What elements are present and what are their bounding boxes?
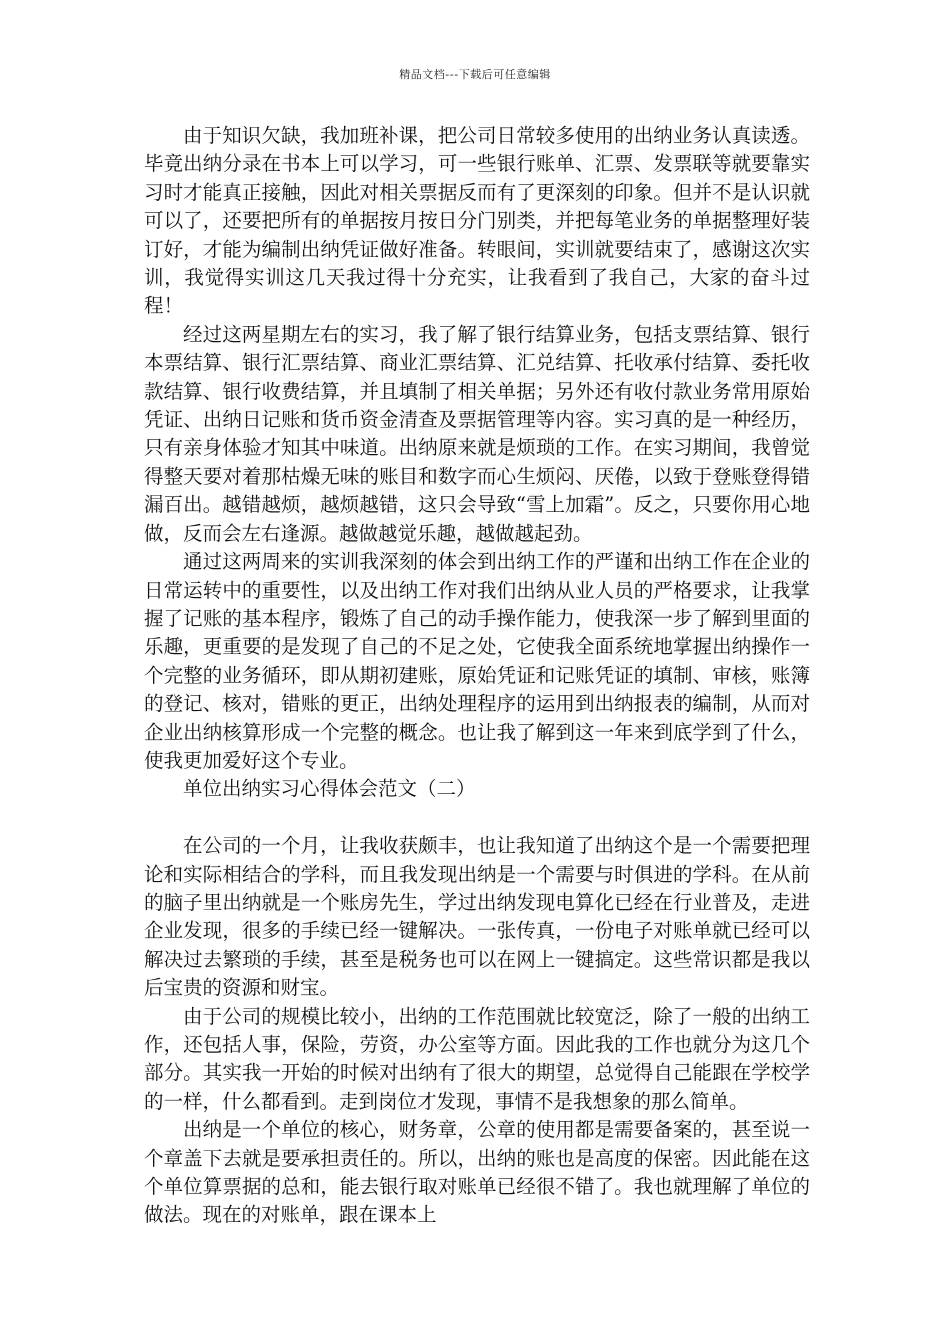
section-heading-part-two: 单位出纳实习心得体会范文（二）	[183, 777, 476, 801]
paragraph-training-summary: 通过这两周来的实训我深刻的体会到出纳工作的严谨和出纳工作在企业的日常运转中的重要性，以及出纳工作对我们出纳从业人员的严格要求，让我掌握了记账的基本程序，锻炼了自己的动手操作能力，使我深一步了解到里面的乐趣，更重要的是发现了自己的不足之处，它使我全面系统地掌握出纳操作一个完整的业务循环，即从期初建账，原始凭证和记账凭证的填制、审核，账簿的登记、核对，错账的更正，出纳处理程序的运用到出纳报表的编制，从而对企业出纳核算形成一个完整的概念。也让我了解到这一年来到底学到了什么，使我更加爱好这个专业。	[144, 550, 810, 772]
paragraph-two-weeks-internship: 经过这两星期左右的实习，我了解了银行结算业务，包括支票结算、银行本票结算、银行汇票结算、商业汇票结算、汇兑结算、托收承付结算、委托收款结算、银行收费结算，并且填制了相关单据；另外还有收付款业务常用原始凭证、出纳日记账和货币资金清查及票据管理等内容。实习真的是一种经历，只有亲身体验才知其中味道。出纳原来就是烦琐的工作。在实习期间，我曾觉得整天要对着那枯燥无味的账目和数字而心生烦闷、厌倦，以致于登账登得错漏百出。越错越烦，越烦越错，这只会导致“雪上加霜”。反之，只要你用心地做，反而会左右逢源。越做越觉乐趣，越做越起劲。	[144, 322, 810, 545]
paragraph-company-scale: 由于公司的规模比较小，出纳的工作范围就比较宽泛，除了一般的出纳工作，还包括人事，保险，劳资，办公室等方面。因此我的工作也就分为这几个部分。其实我一开始的时候对出纳有了很大的期望，总觉得自己能跟在学校学的一样，什么都看到。走到岗位才发现，事情不是我想象的那么简单。	[144, 1004, 810, 1113]
paragraph-knowledge-gap: 由于知识欠缺，我加班补课，把公司日常较多使用的出纳业务认真读透。毕竟出纳分录在书本上可以学习，可一些银行账单、汇票、发票联等就要靠实习时才能真正接触，因此对相关票据反而有了更深刻的印象。但并不是认识就可以了，还要把所有的单据按月按日分门别类，并把每笔业务的单据整理好装订好，才能为编制出纳凭证做好准备。转眼间，实训就要结束了，感谢这次实训，我觉得实训这几天我过得十分充实，让我看到了我自己，大家的奋斗过程！	[144, 124, 810, 318]
paragraph-cashier-core: 出纳是一个单位的核心，财务章，公章的使用都是需要备案的，甚至说一个章盖下去就是要承担责任的。所以，出纳的账也是高度的保密。因此能在这个单位算票据的总和，能去银行取对账单已经很不错了。我也就理解了单位的做法。现在的对账单，跟在课本上	[144, 1118, 810, 1227]
paragraph-one-month: 在公司的一个月，让我收获颇丰，也让我知道了出纳这个是一个需要把理论和实际相结合的学科，而且我发现出纳是一个需要与时俱进的学科。在从前的脑子里出纳就是一个账房先生，学过出纳发现电算化已经在行业普及，走进企业发现，很多的手续已经一键解决。一张传真，一份电子对账单就已经可以解决过去繁琐的手续，甚至是税务也可以在网上一键搞定。这些常识都是我以后宝贵的资源和财宝。	[144, 834, 810, 1000]
page-header: 精品文档---下载后可任意编辑	[399, 68, 551, 81]
document-body	[144, 122, 810, 1230]
